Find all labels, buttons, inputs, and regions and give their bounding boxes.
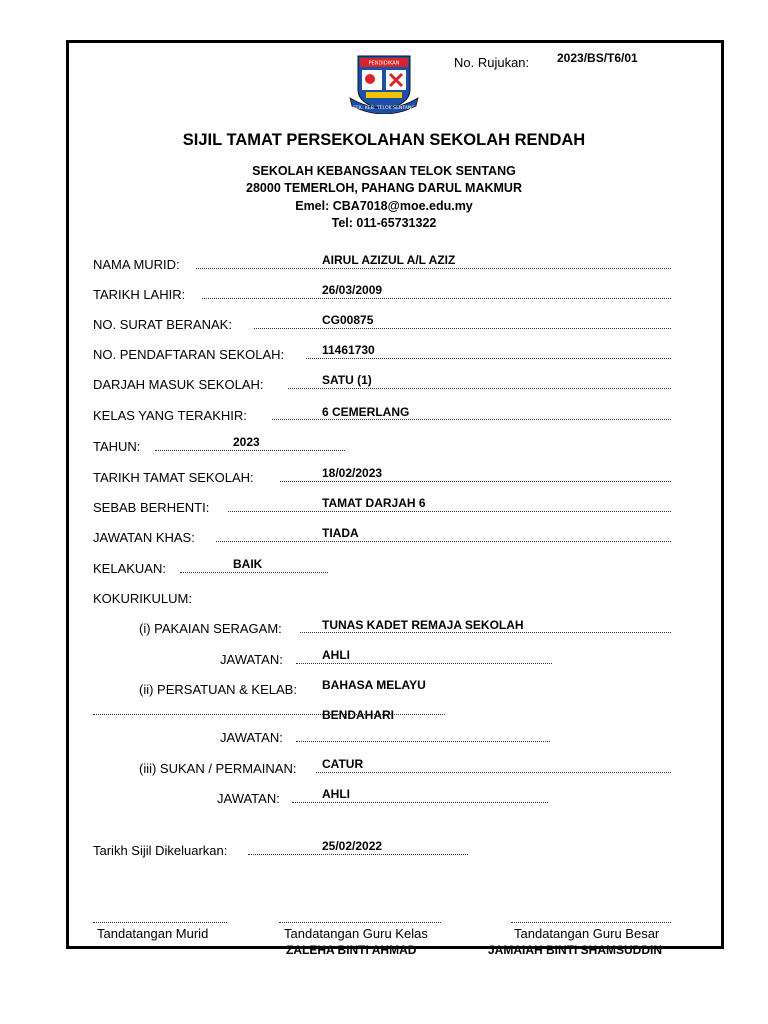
school-address: 28000 TEMERLOH, PAHANG DARUL MAKMUR — [246, 181, 522, 195]
nama-murid-line — [196, 268, 671, 269]
sukan-jawatan-line — [292, 802, 548, 803]
sebab-berhenti-line — [228, 511, 671, 512]
kelas-terakhir-value: 6 CEMERLANG — [322, 405, 410, 419]
school-tel: Tel: 011-65731322 — [331, 216, 437, 230]
jawatan-khas-label: JAWATAN KHAS: — [93, 530, 195, 545]
tahun-label: TAHUN: — [93, 439, 141, 454]
darjah-masuk-line — [288, 388, 671, 389]
jawatan-khas-line — [216, 541, 671, 542]
kelakuan-label: KELAKUAN: — [93, 561, 166, 576]
tarikh-lahir-line — [202, 298, 671, 299]
tarikh-tamat-line — [280, 481, 671, 482]
logo-top-text: PENDIDIKAN — [368, 60, 400, 67]
kelas-terakhir-line — [272, 419, 671, 420]
logo-motto: SEK. KEB. TELOK SENTANG — [353, 106, 415, 111]
kokurikulum-label: KOKURIKULUM: — [93, 591, 192, 606]
kelas-terakhir-label: KELAS YANG TERAKHIR: — [93, 408, 247, 423]
kelakuan-line — [180, 572, 328, 573]
persatuan-value: BAHASA MELAYU — [322, 678, 426, 692]
pakaian-jawatan-label: JAWATAN: — [220, 652, 283, 667]
pakaian-label: (i) PAKAIAN SERAGAM: — [139, 621, 282, 636]
tahun-value: 2023 — [233, 435, 260, 449]
darjah-masuk-value: SATU (1) — [322, 373, 372, 387]
signature-murid-line — [93, 922, 227, 923]
pakaian-jawatan-value: AHLI — [322, 648, 350, 662]
tarikh-tamat-label: TARIKH TAMAT SEKOLAH: — [93, 470, 254, 485]
sebab-berhenti-value: TAMAT DARJAH 6 — [322, 496, 426, 510]
pakaian-value: TUNAS KADET REMAJA SEKOLAH — [322, 618, 524, 632]
reference-value: 2023/BS/T6/01 — [557, 51, 638, 65]
darjah-masuk-label: DARJAH MASUK SEKOLAH: — [93, 377, 264, 392]
sukan-jawatan-value: AHLI — [322, 787, 350, 801]
guru-besar-name: JAMAIAH BINTI SHAMSUDDIN — [488, 943, 662, 957]
tarikh-lahir-label: TARIKH LAHIR: — [93, 287, 186, 302]
persatuan-extra-value: BENDAHARI — [322, 708, 394, 722]
tarikh-lahir-value: 26/03/2009 — [322, 283, 383, 297]
issued-line — [248, 854, 468, 855]
reference-label: No. Rujukan: — [454, 55, 530, 70]
tarikh-tamat-value: 18/02/2023 — [322, 466, 383, 480]
kelakuan-value: BAIK — [233, 557, 263, 571]
issued-label: Tarikh Sijil Dikeluarkan: — [93, 843, 228, 858]
pakaian-jawatan-line — [296, 663, 552, 664]
nama-murid-value: AIRUL AZIZUL A/L AZIZ — [322, 253, 456, 267]
pendaftaran-label: NO. PENDAFTARAN SEKOLAH: — [93, 347, 285, 362]
signature-guru-kelas-line — [279, 922, 441, 923]
guru-kelas-name: ZALEHA BINTI AHMAD — [286, 943, 417, 957]
surat-beranak-label: NO. SURAT BERANAK: — [93, 317, 232, 332]
surat-beranak-value: CG00875 — [322, 313, 374, 327]
sebab-berhenti-label: SEBAB BERHENTI: — [93, 500, 210, 515]
tahun-line — [155, 450, 345, 451]
certificate-title: SIJIL TAMAT PERSEKOLAHAN SEKOLAH RENDAH — [182, 131, 586, 149]
signature-guru-kelas-label: Tandatangan Guru Kelas — [284, 926, 428, 941]
nama-murid-label: NAMA MURID: — [93, 257, 180, 272]
sukan-jawatan-label: JAWATAN: — [217, 791, 280, 806]
persatuan-jawatan-line — [296, 741, 550, 742]
signature-guru-besar-line — [511, 922, 671, 923]
jawatan-khas-value: TIADA — [322, 526, 359, 540]
school-email: Emel: CBA7018@moe.edu.my — [295, 199, 473, 213]
school-crest-icon — [348, 54, 420, 114]
pendaftaran-value: 11461730 — [322, 343, 375, 357]
persatuan-label: (ii) PERSATUAN & KELAB: — [139, 682, 297, 697]
sukan-value: CATUR — [322, 757, 364, 771]
sukan-line — [316, 772, 671, 773]
signature-guru-besar-label: Tandatangan Guru Besar — [514, 926, 660, 941]
school-name: SEKOLAH KEBANGSAAN TELOK SENTANG — [252, 164, 516, 178]
pendaftaran-line — [306, 358, 671, 359]
issued-value: 25/02/2022 — [322, 839, 383, 853]
pakaian-line — [300, 632, 671, 633]
sukan-label: (iii) SUKAN / PERMAINAN: — [139, 761, 297, 776]
persatuan-jawatan-label: JAWATAN: — [220, 730, 283, 745]
signature-murid-label: Tandatangan Murid — [97, 926, 209, 941]
surat-beranak-line — [254, 328, 671, 329]
